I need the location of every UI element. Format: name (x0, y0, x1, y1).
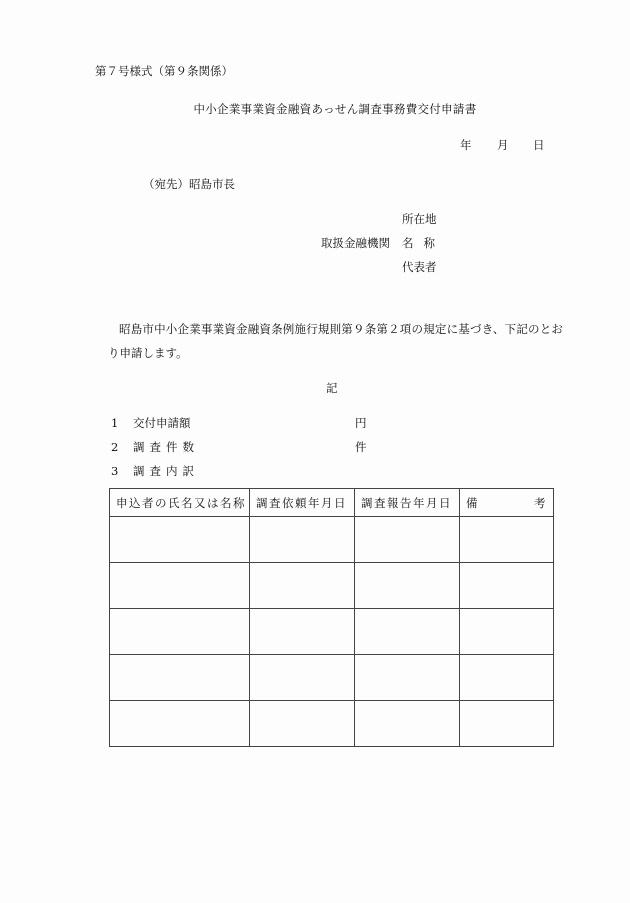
body-text-line-2: り申請します。 (108, 346, 188, 360)
item-unit-yen: 円 (355, 416, 367, 430)
table-cell[interactable] (110, 563, 250, 609)
item-unit-count: 件 (355, 440, 367, 454)
sender-name-label: 名称 (402, 236, 445, 250)
table-cell[interactable] (250, 701, 355, 747)
addressee: （宛先）昭島市長 (143, 177, 235, 191)
table-cell[interactable] (355, 655, 460, 701)
table-cell[interactable] (110, 609, 250, 655)
date-year-label: 年 (460, 138, 472, 152)
item-number: 1 (111, 416, 119, 430)
sender-representative-label: 代表者 (402, 260, 437, 274)
table-row (110, 609, 554, 655)
table-row (110, 517, 554, 563)
note-heading: 記 (326, 381, 338, 395)
sender-address-label: 所在地 (402, 212, 437, 226)
table-cell[interactable] (110, 517, 250, 563)
column-header-report-date: 調査報告年月日 (355, 489, 460, 517)
table-cell[interactable] (460, 701, 554, 747)
survey-breakdown-table (109, 488, 554, 747)
table-row (110, 701, 554, 747)
date-day-label: 日 (533, 138, 545, 152)
table-cell[interactable] (250, 609, 355, 655)
column-header-remarks (460, 489, 554, 517)
table-header-row (110, 489, 554, 517)
item-label-survey-count: 調査件数 (133, 440, 199, 454)
table-cell[interactable] (250, 655, 355, 701)
table-cell[interactable] (460, 609, 554, 655)
table-row (110, 563, 554, 609)
item-number: 2 (111, 440, 119, 454)
table-row (110, 655, 554, 701)
body-text-line-1: 昭島市中小企業事業資金融資条例施行規則第９条第２項の規定に基づき、下記のとお (119, 322, 564, 336)
date-month-label: 月 (497, 138, 509, 152)
form-number: 第７号様式（第９条関係） (95, 64, 233, 78)
table-cell[interactable] (110, 655, 250, 701)
document-title: 中小企業事業資金融資あっせん調査事務費交付申請書 (193, 102, 477, 116)
column-header-applicant-name: 申込者の氏名又は名称 (110, 489, 250, 517)
item-label-grant-amount: 交付申請額 (133, 416, 191, 430)
column-header-request-date: 調査依頼年月日 (250, 489, 355, 517)
table-cell[interactable] (250, 563, 355, 609)
table-cell[interactable] (355, 563, 460, 609)
remarks-header-left: 備 (466, 495, 479, 510)
table-cell[interactable] (460, 563, 554, 609)
item-label-survey-breakdown: 調査内訳 (133, 464, 199, 478)
table-cell[interactable] (110, 701, 250, 747)
remarks-header-right: 考 (534, 495, 547, 510)
table-cell[interactable] (355, 609, 460, 655)
table-cell[interactable] (250, 517, 355, 563)
table-cell[interactable] (355, 517, 460, 563)
table-cell[interactable] (460, 517, 554, 563)
table-cell[interactable] (355, 701, 460, 747)
item-number: 3 (111, 464, 119, 478)
table-cell[interactable] (460, 655, 554, 701)
sender-organization-label: 取扱金融機関 (321, 236, 390, 250)
